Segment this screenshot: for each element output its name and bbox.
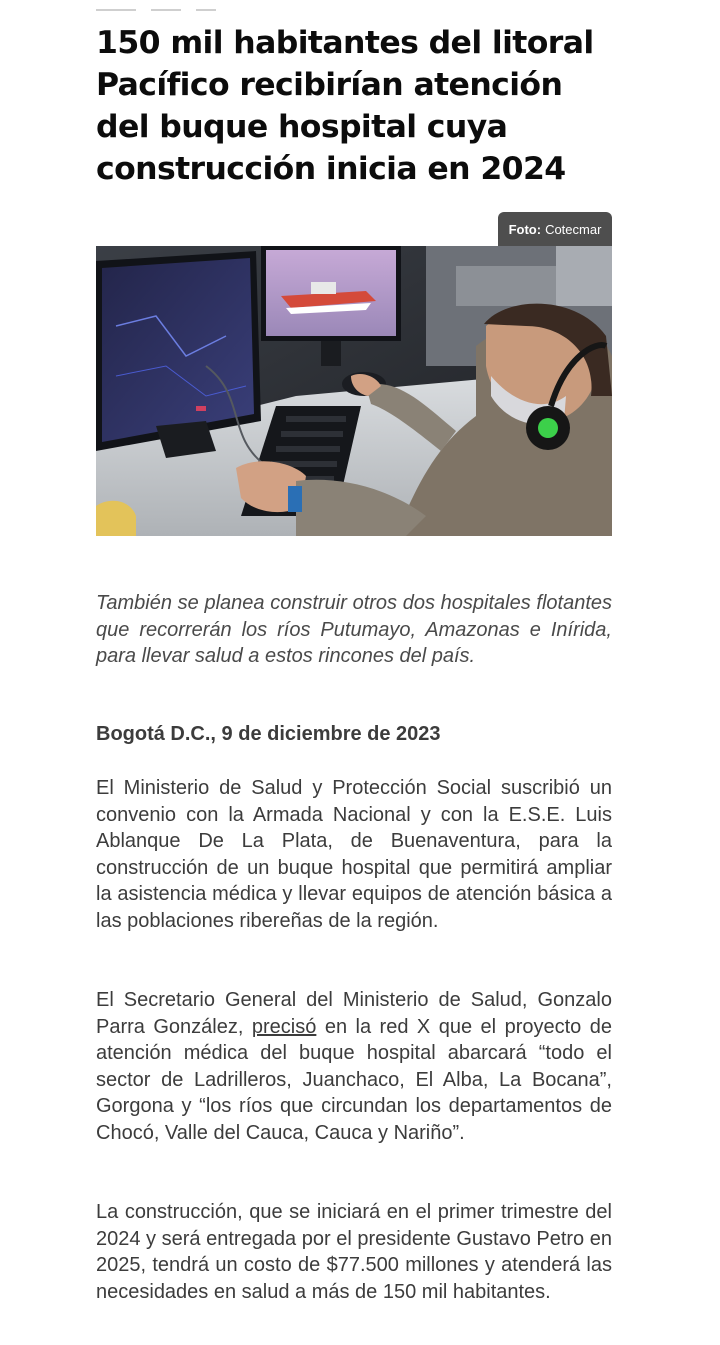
article-paragraph-3: La construcción, que se iniciará en el primer trimestre del 2024 y será entregada por el presidente Gustavo Petro en 2025, tendrá un costo de $77.500 millones y atenderá las necesidades en salud a más de 150 mil habitantes. bbox=[96, 1201, 612, 1303]
article-paragraph-2 bbox=[96, 987, 612, 1146]
photo-credit-badge bbox=[498, 212, 612, 246]
cropped-top-fragment bbox=[96, 0, 246, 6]
article-dateline: Bogotá D.C., 9 de diciembre de 2023 bbox=[96, 723, 441, 745]
article-headline: 150 mil habitantes del litoral Pacífico recibirían atención del buque hospital cuya construcción inicia en 2024 bbox=[96, 25, 594, 187]
article-lead: También se planea construir otros dos hospitales flotantes que recorrerán los ríos Putumayo, Amazonas e Inírida, para llevar salud a estos rincones del país. bbox=[96, 592, 612, 667]
photo-credit-name: Cotecmar bbox=[545, 221, 602, 237]
article-photo bbox=[96, 246, 612, 536]
photo-credit-label: Foto: bbox=[508, 221, 542, 237]
paragraph-2-text-end: en la red X que el proyecto de atención médica del buque hospital abarcará “todo el sector de Ladrilleros, Juanchaco, El Alba, La Bocana”, Gorgona y “los ríos que circundan los departamentos de Chocó, Valle del Cauca, Cauca y Nariño”. bbox=[96, 1015, 612, 1144]
paragraph-2-text-start: El Secretario General del Ministerio de Salud, Gonzalo Parra González, bbox=[96, 989, 612, 1038]
precisó-link[interactable]: precisó bbox=[251, 1015, 317, 1038]
article-paragraph-1: El Ministerio de Salud y Protección Social suscribió un convenio con la Armada Nacional y con la E.S.E. Luis Ablanque De La Plata, de Buenaventura, para la construcción de un buque hospital que permitirá ampliar la asistencia médica y llevar equipos de atención básica a las poblaciones ribereñas de la región. bbox=[96, 777, 612, 932]
